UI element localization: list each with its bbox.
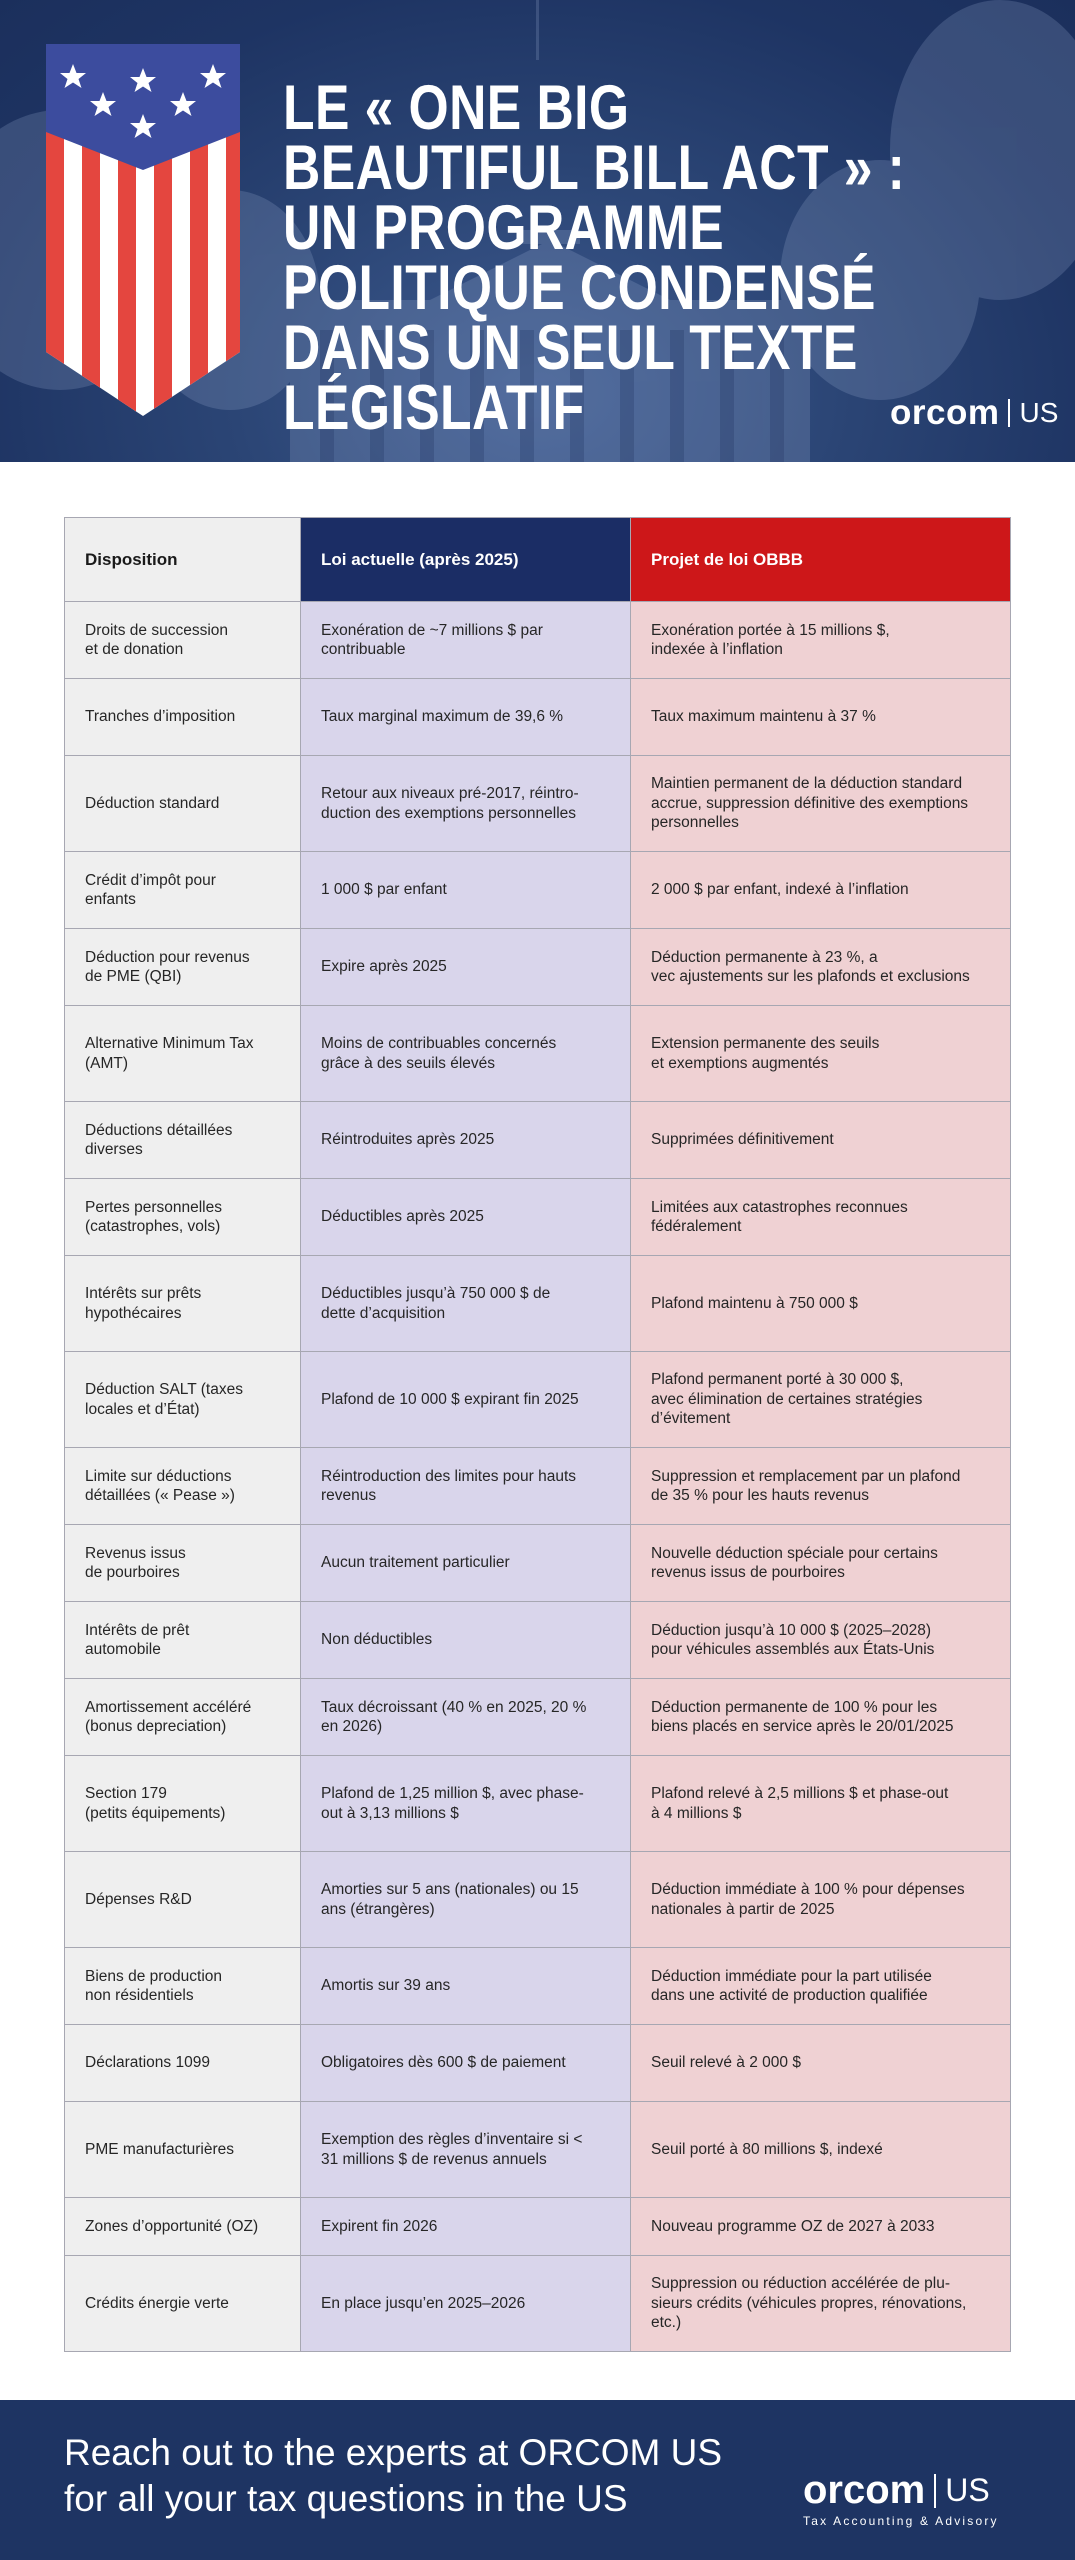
logo-country: US (945, 2472, 990, 2508)
obbb-bill-cell: Seuil relevé à 2 000 $ (631, 2025, 1011, 2102)
disposition-cell: Tranches d’imposition (65, 679, 301, 756)
current-law-cell: Déductibles jusqu’à 750 000 $ de dette d’acquisition (301, 1256, 631, 1352)
table-row (65, 1679, 1011, 1756)
table-row (65, 1448, 1011, 1525)
obbb-bill-cell: Déduction jusqu’à 10 000 $ (2025–2028) pour véhicules assemblés aux États-Unis (631, 1602, 1011, 1679)
table-row (65, 602, 1011, 679)
current-law-cell: Plafond de 1,25 million $, avec phase- out à 3,13 millions $ (301, 1756, 631, 1852)
disposition-cell: Déduction SALT (taxes locales et d’État) (65, 1352, 301, 1448)
table-header-row (65, 518, 1011, 602)
current-law-cell: Expirent fin 2026 (301, 2198, 631, 2256)
current-law-cell: Expire après 2025 (301, 929, 631, 1006)
disposition-cell: Intérêts sur prêts hypothécaires (65, 1256, 301, 1352)
obbb-bill-cell: Taux maximum maintenu à 37 % (631, 679, 1011, 756)
disposition-cell: Déclarations 1099 (65, 2025, 301, 2102)
table-row (65, 1852, 1011, 1948)
obbb-bill-cell: Suppression ou réduction accélérée de plu- sieurs crédits (véhicules propres, rénovations, etc.) (631, 2256, 1011, 2352)
table-row (65, 1256, 1011, 1352)
column-header-obbb-bill: Projet de loi OBBB (631, 518, 1011, 602)
disposition-cell: Crédit d’impôt pour enfants (65, 852, 301, 929)
disposition-cell: Biens de production non résidentiels (65, 1948, 301, 2025)
table-row (65, 929, 1011, 1006)
disposition-cell: Amortissement accéléré (bonus depreciation) (65, 1679, 301, 1756)
table-row (65, 852, 1011, 929)
current-law-cell: Exemption des règles d’inventaire si < 31 millions $ de revenus annuels (301, 2102, 631, 2198)
obbb-bill-cell: Déduction permanente de 100 % pour les biens placés en service après le 20/01/2025 (631, 1679, 1011, 1756)
table-row (65, 1602, 1011, 1679)
footer-call-to-action: Reach out to the experts at ORCOM US for all your tax questions in the US (64, 2432, 723, 2519)
disposition-cell: Zones d’opportunité (OZ) (65, 2198, 301, 2256)
disposition-cell: Section 179 (petits équipements) (65, 1756, 301, 1852)
hero-banner (0, 0, 1075, 462)
obbb-bill-cell: Plafond relevé à 2,5 millions $ et phase-out à 4 millions $ (631, 1756, 1011, 1852)
table-row (65, 1756, 1011, 1852)
table-row (65, 1948, 1011, 2025)
obbb-bill-cell: Limitées aux catastrophes reconnues fédéralement (631, 1179, 1011, 1256)
table-row (65, 2198, 1011, 2256)
current-law-cell: Retour aux niveaux pré-2017, réintro- duction des exemptions personnelles (301, 756, 631, 852)
orcom-logo (890, 393, 1058, 433)
current-law-cell: Amortis sur 39 ans (301, 1948, 631, 2025)
disposition-cell: Alternative Minimum Tax (AMT) (65, 1006, 301, 1102)
table-row (65, 1102, 1011, 1179)
orcom-footer-logo (803, 2468, 999, 2528)
table-row (65, 679, 1011, 756)
current-law-cell: Aucun traitement particulier (301, 1525, 631, 1602)
logo-brand: orcom (890, 393, 1000, 432)
obbb-bill-cell: Exonération portée à 15 millions $, indexée à l’inflation (631, 602, 1011, 679)
disposition-cell: Déduction pour revenus de PME (QBI) (65, 929, 301, 1006)
obbb-bill-cell: Suppression et remplacement par un plafond de 35 % pour les hauts revenus (631, 1448, 1011, 1525)
obbb-bill-cell: 2 000 $ par enfant, indexé à l’inflation (631, 852, 1011, 929)
table-row (65, 1352, 1011, 1448)
disposition-cell: PME manufacturières (65, 2102, 301, 2198)
current-law-cell: 1 000 $ par enfant (301, 852, 631, 929)
disposition-cell: Droits de succession et de donation (65, 602, 301, 679)
current-law-cell: Taux marginal maximum de 39,6 % (301, 679, 631, 756)
current-law-cell: Moins de contribuables concernés grâce à des seuils élevés (301, 1006, 631, 1102)
disposition-cell: Crédits énergie verte (65, 2256, 301, 2352)
flag-shield-icon (46, 44, 240, 416)
table-row (65, 1179, 1011, 1256)
disposition-cell: Déductions détaillées diverses (65, 1102, 301, 1179)
obbb-bill-cell: Seuil porté à 80 millions $, indexé (631, 2102, 1011, 2198)
table-row (65, 2256, 1011, 2352)
current-law-cell: En place jusqu’en 2025–2026 (301, 2256, 631, 2352)
footer-banner (0, 2400, 1075, 2560)
table-row (65, 2025, 1011, 2102)
column-header-disposition: Disposition (65, 518, 301, 602)
current-law-cell: Déductibles après 2025 (301, 1179, 631, 1256)
obbb-bill-cell: Nouveau programme OZ de 2027 à 2033 (631, 2198, 1011, 2256)
obbb-bill-cell: Déduction immédiate à 100 % pour dépenses nationales à partir de 2025 (631, 1852, 1011, 1948)
disposition-cell: Limite sur déductions détaillées (« Pease ») (65, 1448, 301, 1525)
current-law-cell: Réintroduites après 2025 (301, 1102, 631, 1179)
obbb-bill-cell: Plafond maintenu à 750 000 $ (631, 1256, 1011, 1352)
current-law-cell: Plafond de 10 000 $ expirant fin 2025 (301, 1352, 631, 1448)
table-row (65, 1525, 1011, 1602)
logo-country: US (1019, 397, 1059, 428)
table-row (65, 1006, 1011, 1102)
obbb-bill-cell: Extension permanente des seuils et exemptions augmentés (631, 1006, 1011, 1102)
obbb-bill-cell: Supprimées définitivement (631, 1102, 1011, 1179)
obbb-bill-cell: Déduction permanente à 23 %, a vec ajustements sur les plafonds et exclusions (631, 929, 1011, 1006)
obbb-bill-cell: Maintien permanent de la déduction standard accrue, suppression définitive des exemptions personnelles (631, 756, 1011, 852)
current-law-cell: Amorties sur 5 ans (nationales) ou 15 ans (étrangères) (301, 1852, 631, 1948)
table-row (65, 2102, 1011, 2198)
obbb-bill-cell: Plafond permanent porté à 30 000 $, avec élimination de certaines stratégies d’évitement (631, 1352, 1011, 1448)
current-law-cell: Taux décroissant (40 % en 2025, 20 % en 2026) (301, 1679, 631, 1756)
column-header-current-law: Loi actuelle (après 2025) (301, 518, 631, 602)
disposition-cell: Déduction standard (65, 756, 301, 852)
logo-brand: orcom (803, 2468, 926, 2512)
disposition-cell: Pertes personnelles (catastrophes, vols) (65, 1179, 301, 1256)
current-law-cell: Obligatoires dès 600 $ de paiement (301, 2025, 631, 2102)
current-law-cell: Réintroduction des limites pour hauts revenus (301, 1448, 631, 1525)
disposition-cell: Intérêts de prêt automobile (65, 1602, 301, 1679)
disposition-cell: Dépenses R&D (65, 1852, 301, 1948)
current-law-cell: Non déductibles (301, 1602, 631, 1679)
comparison-table (64, 517, 1011, 2352)
obbb-bill-cell: Nouvelle déduction spéciale pour certains revenus issus de pourboires (631, 1525, 1011, 1602)
disposition-cell: Revenus issus de pourboires (65, 1525, 301, 1602)
logo-tagline: Tax Accounting & Advisory (803, 2514, 999, 2528)
obbb-bill-cell: Déduction immédiate pour la part utilisée dans une activité de production qualifiée (631, 1948, 1011, 2025)
current-law-cell: Exonération de ~7 millions $ par contribuable (301, 602, 631, 679)
page-title: LE « ONE BIG BEAUTIFUL BILL ACT » : UN PROGRAMME POLITIQUE CONDENSÉ DANS UN SEUL TEXTE LÉGISLATIF (283, 73, 906, 443)
logo-divider (934, 2474, 936, 2508)
table-row (65, 756, 1011, 852)
logo-divider (1008, 399, 1010, 427)
